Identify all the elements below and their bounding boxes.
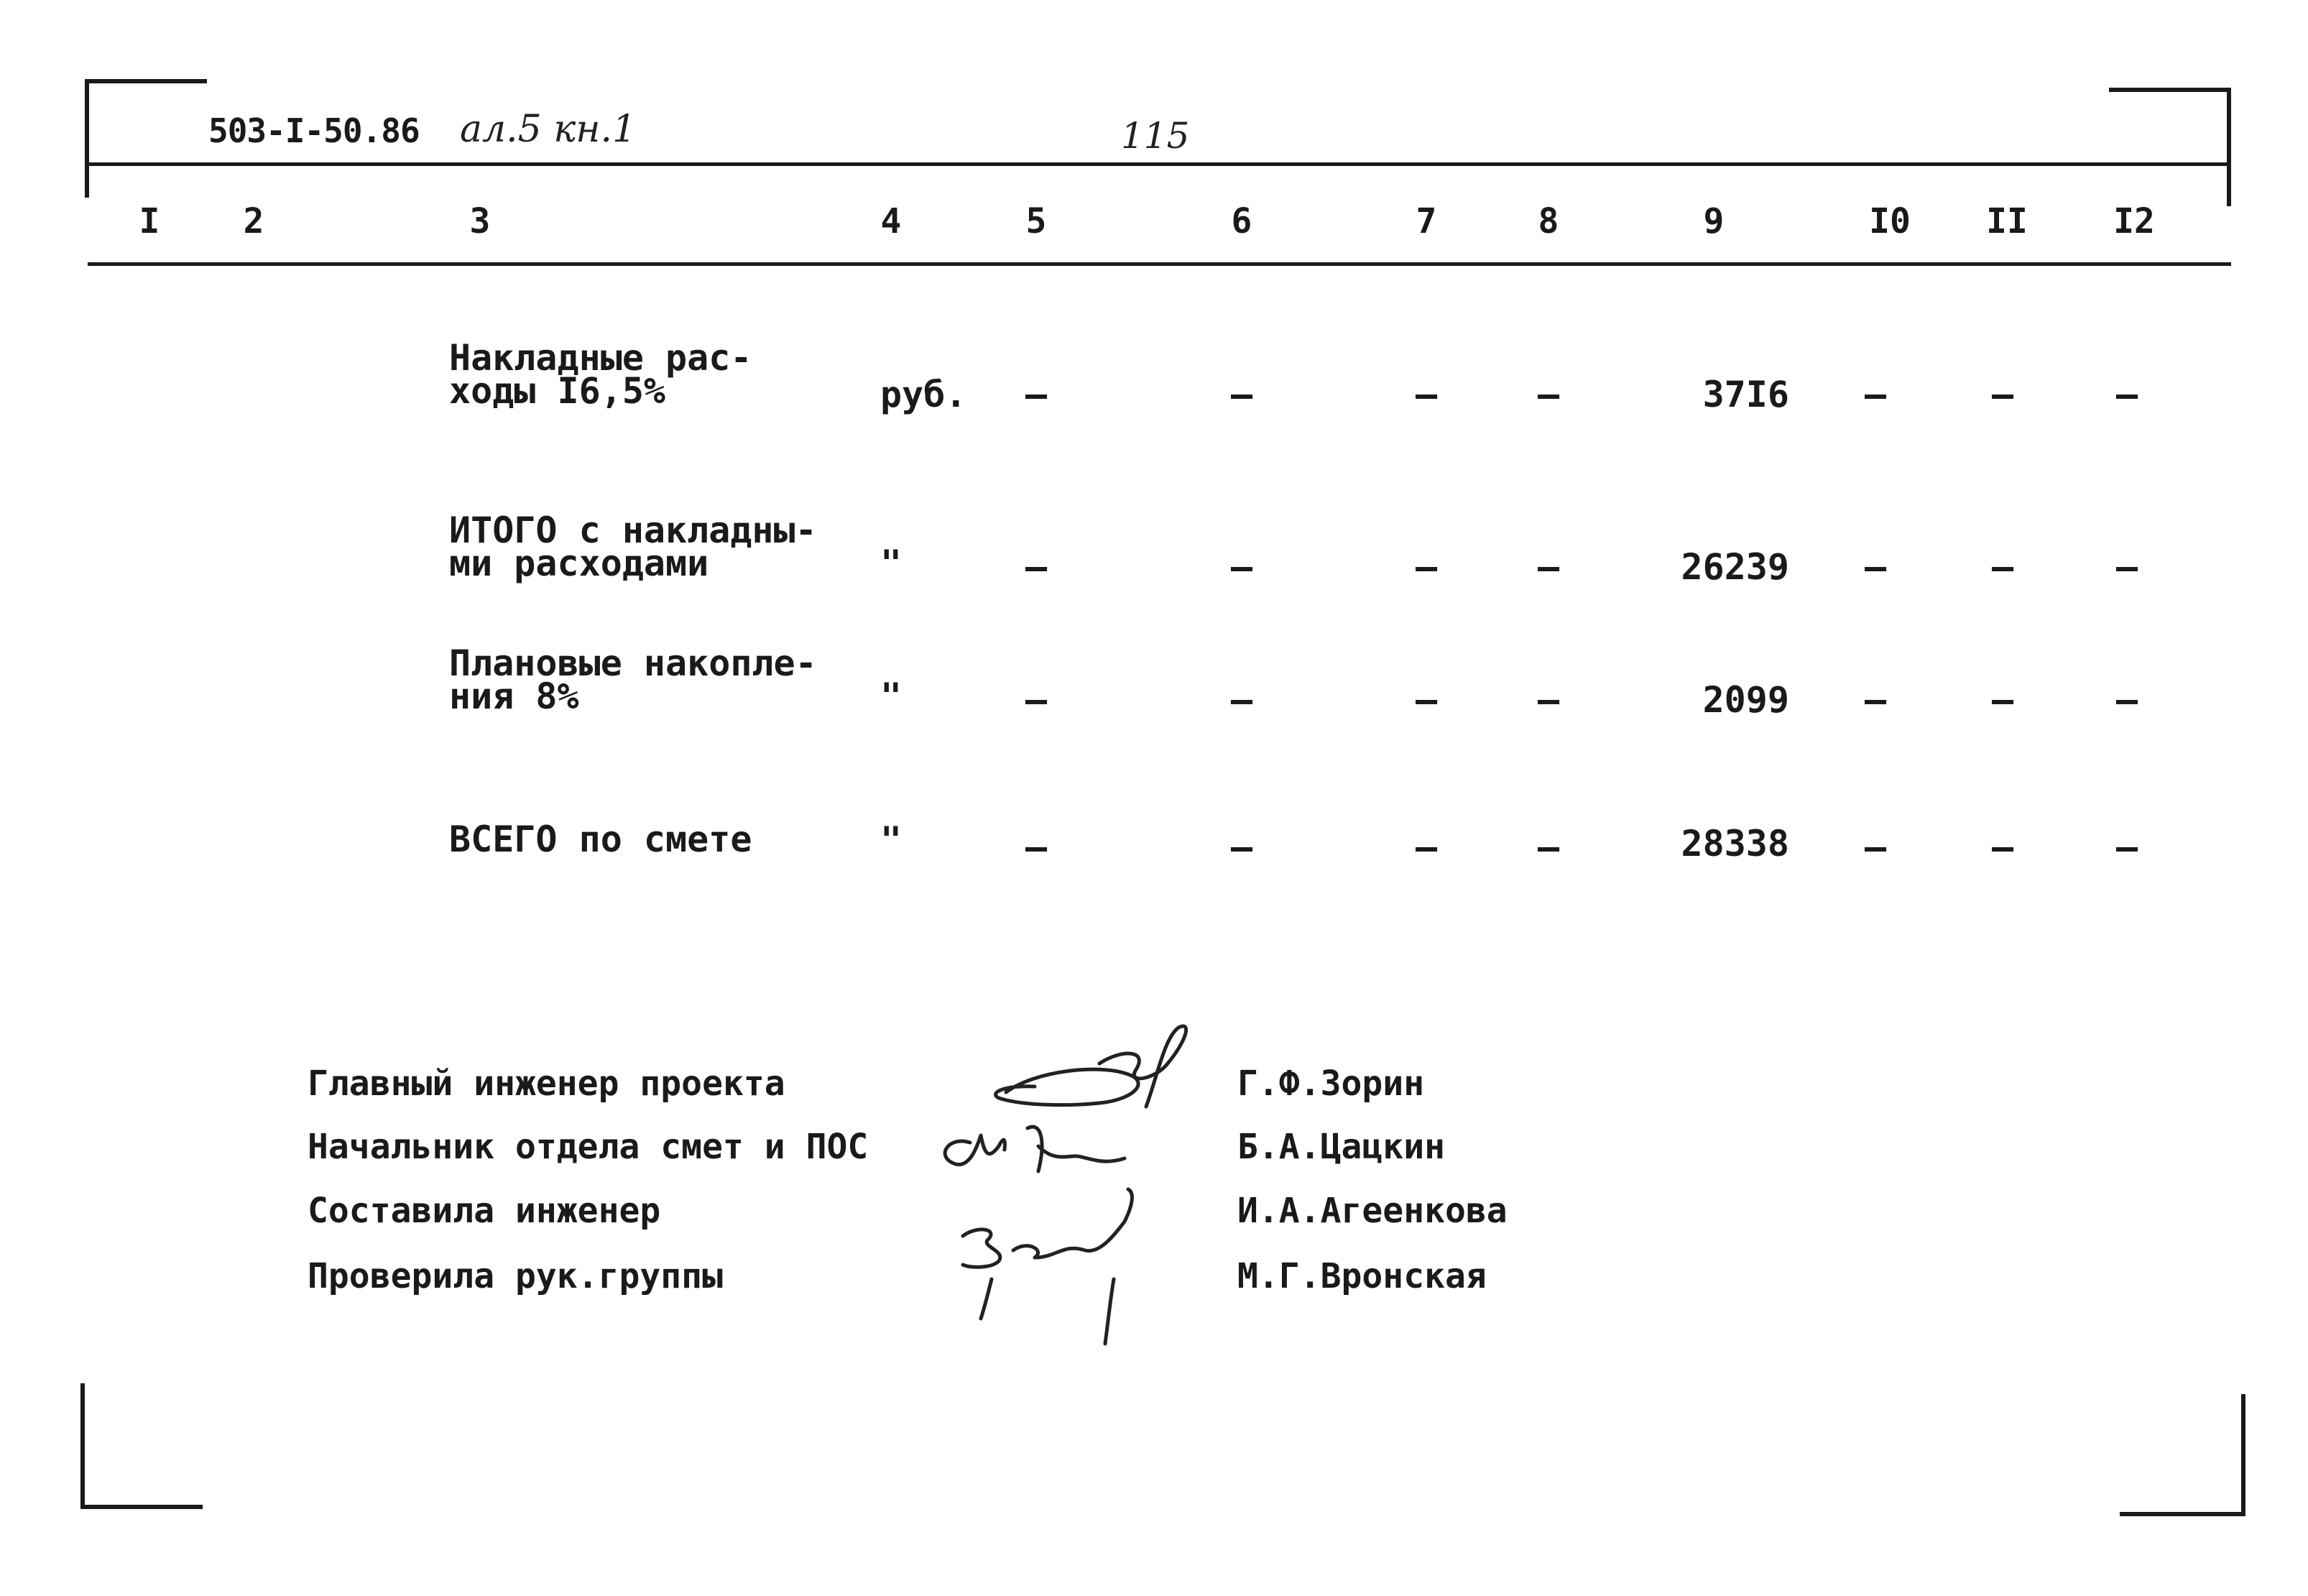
signer-role: Проверила рук.группы	[308, 1256, 723, 1296]
signer-role: Составила инженер	[308, 1191, 661, 1231]
row-cell-col8: –	[1537, 679, 1560, 721]
row-cell-col5: –	[1025, 546, 1048, 588]
column-number-6: 6	[1231, 201, 1252, 241]
row-label: Накладные рас- ходы I6,5%	[449, 337, 752, 412]
column-number-12: I2	[2113, 201, 2155, 241]
signer-name: М.Г.Вронская	[1237, 1256, 1487, 1296]
row-total: 28338	[1681, 823, 1789, 864]
column-number-8: 8	[1538, 201, 1559, 241]
row-cell-col10: –	[1864, 679, 1887, 721]
row-total: 26239	[1681, 546, 1789, 588]
row-cell-col12: –	[2115, 374, 2138, 415]
row-label: ИТОГО с накладны- ми расходами	[449, 509, 817, 584]
handwritten-signatures	[920, 1020, 1222, 1365]
row-cell-col11: –	[1991, 679, 2014, 721]
frame-corner-top-right-h	[2109, 88, 2231, 92]
row-cell-col5: –	[1025, 374, 1048, 415]
row-cell-col7: –	[1415, 374, 1438, 415]
frame-corner-bottom-right-h	[2120, 1512, 2245, 1516]
frame-corner-bottom-right-v	[2241, 1394, 2245, 1516]
row-total: 37I6	[1702, 374, 1789, 415]
signer-role: Начальник отдела смет и ПОС	[308, 1127, 869, 1167]
row-unit: "	[880, 543, 903, 584]
row-cell-col6: –	[1230, 826, 1253, 868]
signer-name: И.А.Агеенкова	[1237, 1191, 1508, 1231]
column-number-4: 4	[880, 201, 902, 241]
frame-corner-top-left-h	[85, 79, 207, 83]
column-number-7: 7	[1416, 201, 1437, 241]
row-label: Плановые накопле- ния 8%	[449, 642, 817, 717]
row-cell-col6: –	[1230, 374, 1253, 415]
frame-corner-bottom-left-h	[80, 1505, 203, 1509]
column-number-3: 3	[469, 201, 491, 241]
row-unit: "	[880, 819, 903, 861]
frame-corner-top-right-v	[2227, 88, 2231, 206]
signer-name: Б.А.Цацкин	[1237, 1127, 1445, 1167]
column-number-11: II	[1986, 201, 2028, 241]
row-total: 2099	[1702, 679, 1789, 721]
page-number: 115	[1121, 115, 1190, 157]
frame-corner-bottom-left-v	[80, 1383, 85, 1509]
signer-name: Г.Ф.Зорин	[1237, 1064, 1425, 1104]
row-cell-col7: –	[1415, 826, 1438, 868]
row-cell-col5: –	[1025, 679, 1048, 721]
header-rule-bottom	[88, 262, 2231, 266]
signer-role: Главный инженер проекта	[308, 1064, 785, 1104]
row-cell-col10: –	[1864, 374, 1887, 415]
row-cell-col6: –	[1230, 679, 1253, 721]
column-number-2: 2	[243, 201, 264, 241]
row-unit: руб.	[880, 374, 967, 415]
row-cell-col8: –	[1537, 546, 1560, 588]
row-cell-col8: –	[1537, 826, 1560, 868]
row-unit: "	[880, 675, 903, 717]
header-rule-top	[85, 162, 2231, 166]
column-number-9: 9	[1703, 201, 1725, 241]
column-number-1: I	[139, 201, 160, 241]
row-cell-col11: –	[1991, 374, 2014, 415]
row-cell-col11: –	[1991, 826, 2014, 868]
row-cell-col10: –	[1864, 546, 1887, 588]
row-cell-col12: –	[2115, 826, 2138, 868]
row-cell-col12: –	[2115, 546, 2138, 588]
row-cell-col8: –	[1537, 374, 1560, 415]
row-cell-col5: –	[1025, 826, 1048, 868]
row-cell-col7: –	[1415, 546, 1438, 588]
document-code: 503-I-50.86	[208, 111, 420, 150]
frame-corner-top-left-v	[85, 79, 89, 198]
column-number-10: I0	[1869, 201, 1911, 241]
row-cell-col10: –	[1864, 826, 1887, 868]
row-label: ВСЕГО по смете	[449, 818, 752, 860]
column-number-5: 5	[1025, 201, 1047, 241]
row-cell-col6: –	[1230, 546, 1253, 588]
row-cell-col7: –	[1415, 679, 1438, 721]
row-cell-col12: –	[2115, 679, 2138, 721]
document-note-handwritten: ал.5 кн.1	[460, 108, 637, 151]
row-cell-col11: –	[1991, 546, 2014, 588]
